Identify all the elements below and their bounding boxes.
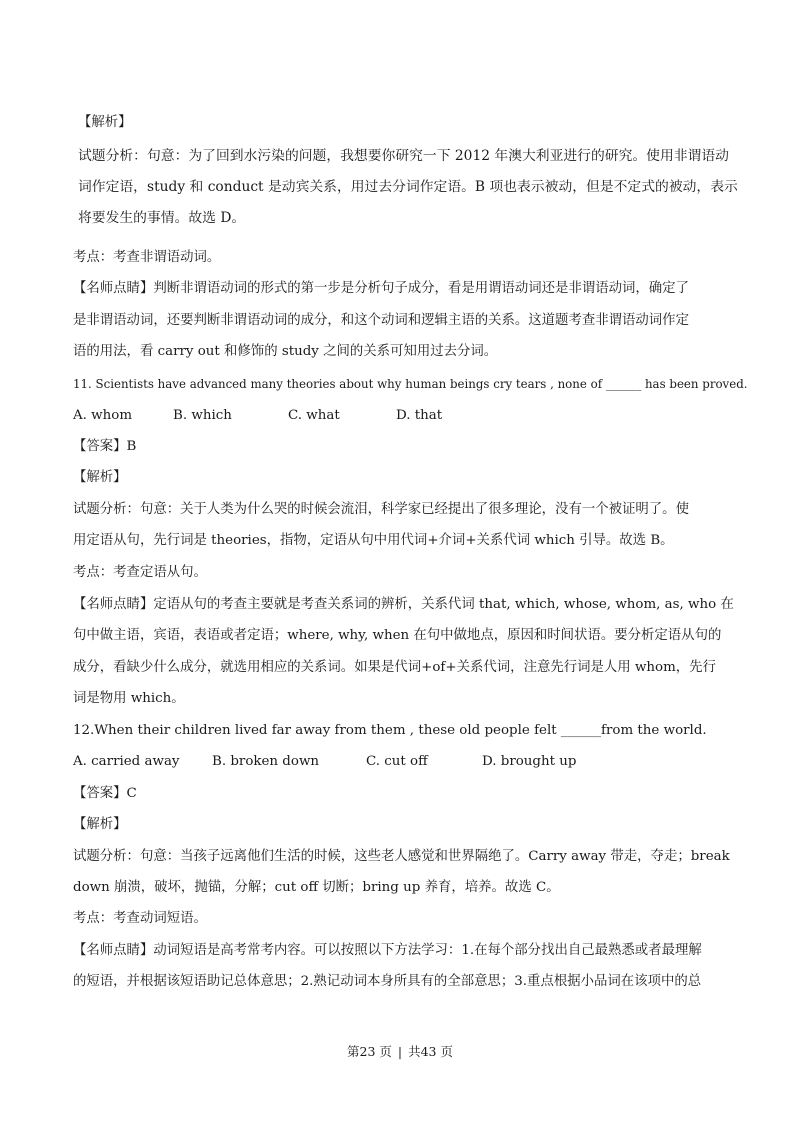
option-a: A. carried away (73, 754, 180, 769)
option-c: C. what (288, 408, 340, 423)
page-separator: | (397, 1044, 403, 1059)
analysis-line: down 崩溃，破坏，抛锚，分解；cut off 切断；bring up 养育，培养。故选 C。 (73, 880, 560, 895)
analysis-line: 试题分析：句意：为了回到水污染的问题，我想要你研究一下 2012 年澳大利亚进行的研究。使用非谓语动 (78, 148, 729, 164)
kaodian: 考点：考查非谓语动词。 (73, 250, 221, 265)
jiexi-label: 【解析】 (73, 470, 127, 485)
mingshi-line: 【名师点睛】动词短语是高考常考内容。可以按照以下方法学习：1.在每个部分找出自己最熟悉或者最理解 (73, 943, 702, 958)
option-d: D. that (396, 408, 443, 423)
answer: 【答案】B (73, 439, 137, 454)
mingshi-line: 的短语，并根据该短语助记总体意思；2.熟记动词本身所具有的全部意思；3.重点根据小品词在该项中的总 (73, 974, 702, 989)
jiexi-label: 【解析】 (73, 817, 127, 832)
page-number: 第23 页 (347, 1044, 392, 1059)
analysis-line: 用定语从句，先行词是 theories，指物，定语从句中用代词+介词+关系代词 which 引导。故选 B。 (73, 533, 674, 548)
mingshi-line: 成分，看缺少什么成分，就选用相应的关系词。如果是代词+of+关系代词，注意先行词是人用 whom，先行 (73, 660, 716, 675)
option-c: C. cut off (366, 754, 428, 769)
kaodian: 考点：考查定语从句。 (73, 565, 207, 580)
analysis-line: 将要发生的事情。故选 D。 (78, 210, 246, 226)
answer: 【答案】C (73, 786, 137, 801)
question-11: 11. Scientists have advanced many theories about why human beings cry tears , none of ______ has been proved. (73, 377, 748, 391)
option-b: B. which (173, 408, 232, 423)
jiexi-label: 【解析】 (78, 115, 132, 130)
option-a: A. whom (73, 408, 133, 423)
mingshi-line: 语的用法，看 carry out 和修饰的 study 之间的关系可知用过去分词。 (73, 344, 498, 359)
page-footer (0, 1044, 800, 1060)
mingshi-line: 【名师点睛】判断非谓语动词的形式的第一步是分析句子成分，看是用谓语动词还是非谓语动词，确定了 (73, 281, 689, 296)
option-b: B. broken down (212, 754, 320, 769)
mingshi-line: 【名师点睛】定语从句的考查主要就是考查关系词的辨析，关系代词 that, which, whose, whom, as, who 在 (73, 597, 734, 612)
mingshi-line: 句中做主语，宾语，表语或者定语；where, why, when 在句中做地点，原因和时间状语。要分析定语从句的 (73, 628, 722, 643)
analysis-line: 词作定语，study 和 conduct 是动宾关系，用过去分词作定语。B 项也表示被动，但是不定式的被动，表示 (78, 179, 738, 195)
analysis-line: 试题分析：句意：当孩子远离他们生活的时候，这些老人感觉和世界隔绝了。Carry away 带走，夺走；break (73, 849, 730, 864)
option-d: D. brought up (482, 754, 577, 769)
analysis-line: 试题分析：句意：关于人类为什么哭的时候会流泪，科学家已经提出了很多理论，没有一个被证明了。使 (73, 502, 689, 517)
mingshi-line: 是非谓语动词，还要判断非谓语动词的成分，和这个动词和逻辑主语的关系。这道题考查非谓语动词作定 (73, 313, 689, 328)
page-total: 共43 页 (408, 1044, 453, 1059)
mingshi-line: 词是物用 which。 (73, 691, 185, 706)
question-12: 12.When their children lived far away from them , these old people felt ______from the world. (73, 723, 707, 738)
kaodian: 考点：考查动词短语。 (73, 911, 207, 926)
